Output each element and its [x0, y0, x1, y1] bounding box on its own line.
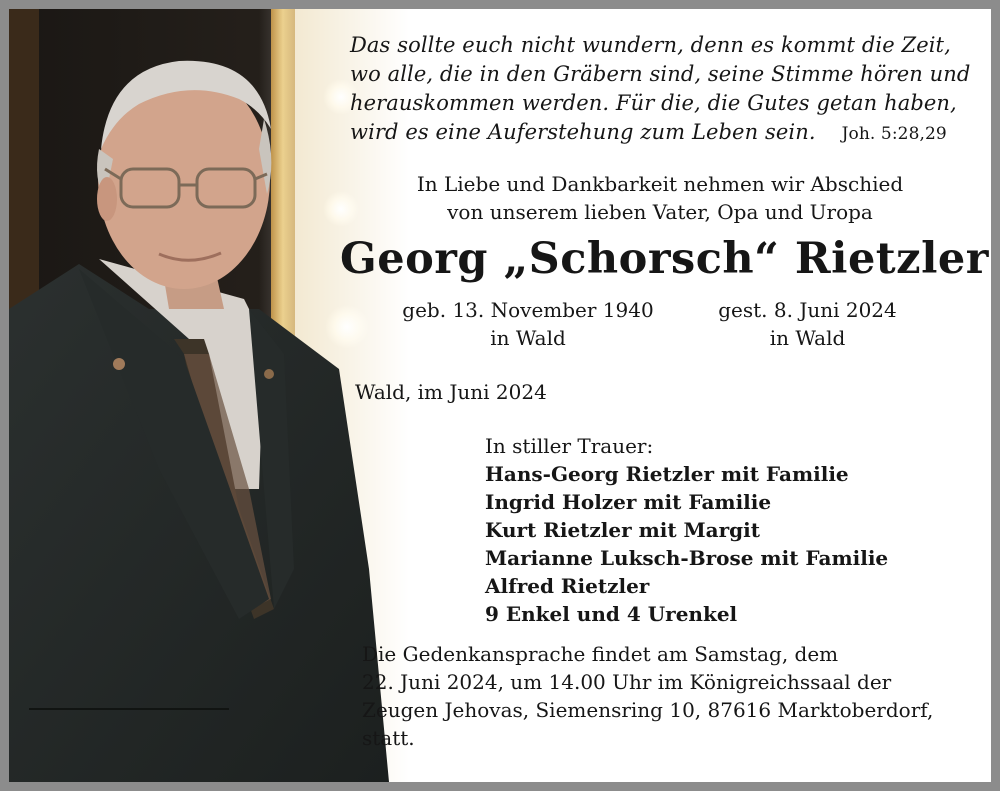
verse-line: Das sollte euch nicht wundern, denn es kommt die Zeit, [350, 33, 951, 57]
mourner-name: Ingrid Holzer mit Familie [485, 490, 772, 514]
mourner-name: 9 Enkel und 4 Urenkel [485, 602, 738, 626]
birth-date: geb. 13. November 1940 [402, 298, 654, 322]
mourners-list [485, 432, 888, 628]
birth-place: in Wald [490, 326, 566, 350]
death-date: gest. 8. Juni 2024 [718, 298, 897, 322]
verse-line [350, 118, 980, 149]
mourner-name: Marianne Luksch-Brose mit Familie [485, 546, 889, 570]
verse-line-text: wird es eine Auferstehung zum Leben sein. [350, 120, 816, 144]
birth-info [378, 296, 678, 352]
intro-line: von unserem lieben Vater, Opa und Uropa [447, 200, 873, 224]
place-date: Wald, im Juni 2024 [355, 380, 547, 404]
intro-line: In Liebe und Dankbarkeit nehmen wir Abschied [416, 172, 904, 196]
mourner-name: Kurt Rietzler mit Margit [485, 518, 760, 542]
bible-verse [350, 31, 980, 149]
death-place: in Wald [769, 326, 846, 350]
portrait-illustration [9, 9, 409, 782]
notice-line: Zeugen Jehovas, Siemensring 10, 87616 Marktoberdorf, [362, 698, 934, 722]
mourner-name: Alfred Rietzler [485, 574, 650, 598]
mourners-heading: In stiller Trauer: [485, 434, 654, 458]
portrait-photo [9, 9, 409, 782]
deceased-name: Georg „Schorsch“ Rietzler [340, 234, 989, 284]
mourner-name: Hans-Georg Rietzler mit Familie [485, 462, 849, 486]
verse-line: herauskommen werden. Für die, die Gutes getan haben, [350, 91, 957, 115]
verse-reference: Joh. 5:28,29 [841, 124, 947, 144]
notice-line: Die Gedenkansprache findet am Samstag, dem [362, 642, 839, 666]
notice-line: statt. [362, 726, 415, 750]
intro-text [350, 170, 970, 226]
notice-line: 22. Juni 2024, um 14.00 Uhr im Königreichssaal der [362, 670, 892, 694]
verse-line: wo alle, die in den Gräbern sind, seine Stimme hören und [350, 62, 971, 86]
death-info [690, 296, 925, 352]
memorial-notice [362, 640, 982, 752]
